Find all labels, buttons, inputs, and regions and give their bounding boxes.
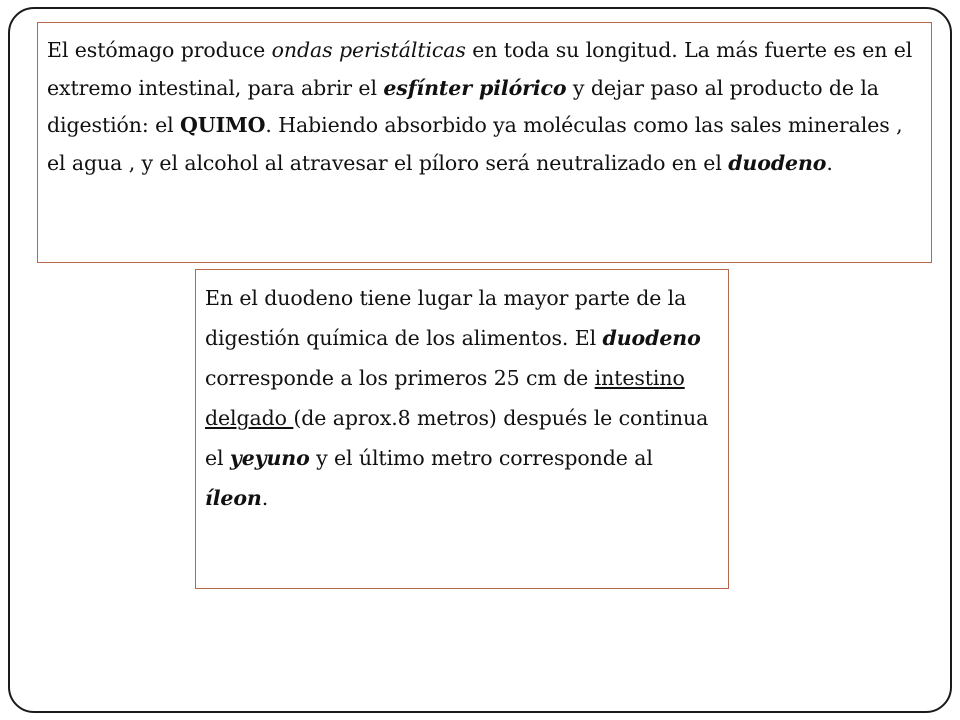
stomach-text-box xyxy=(37,22,932,263)
text-run: (de aprox.8 metros) después le continua el xyxy=(205,406,709,470)
stomach-paragraph xyxy=(47,32,925,182)
term-duodeno: duodeno xyxy=(602,326,701,350)
text-run: En el duodeno tiene lugar la mayor parte de la digestión química de los alimentos. El xyxy=(205,286,687,350)
term-ileon: íleon xyxy=(205,486,262,510)
term-duodeno: duodeno xyxy=(728,150,827,175)
text-run: y dejar paso al producto de la digestión: el xyxy=(47,75,879,137)
term-esfinter-pilorico: esfínter pilórico xyxy=(383,75,567,100)
text-run: y el último metro corresponde al xyxy=(309,446,653,470)
text-run: El estómago produce xyxy=(47,38,272,62)
text-run: corresponde a los primeros 25 cm de xyxy=(205,366,595,390)
term-quimo: QUIMO xyxy=(180,113,266,137)
text-run: en toda su longitud. La más fuerte es en el extremo intestinal, para abrir el xyxy=(47,38,913,100)
term-yeyuno: yeyuno xyxy=(229,446,310,470)
text-run: . Habiendo absorbido ya moléculas como las sales minerales , el agua , y el alcohol al atravesar el píloro será neutralizado en el xyxy=(47,113,903,175)
term-ondas-peristalticas: ondas peristálticas xyxy=(271,38,466,62)
text-run: . xyxy=(826,150,833,175)
duodenum-paragraph xyxy=(205,278,722,518)
duodenum-text-box xyxy=(195,269,729,589)
text-run: . xyxy=(261,486,269,510)
term-intestino-delgado: intestino delgado xyxy=(205,366,685,430)
